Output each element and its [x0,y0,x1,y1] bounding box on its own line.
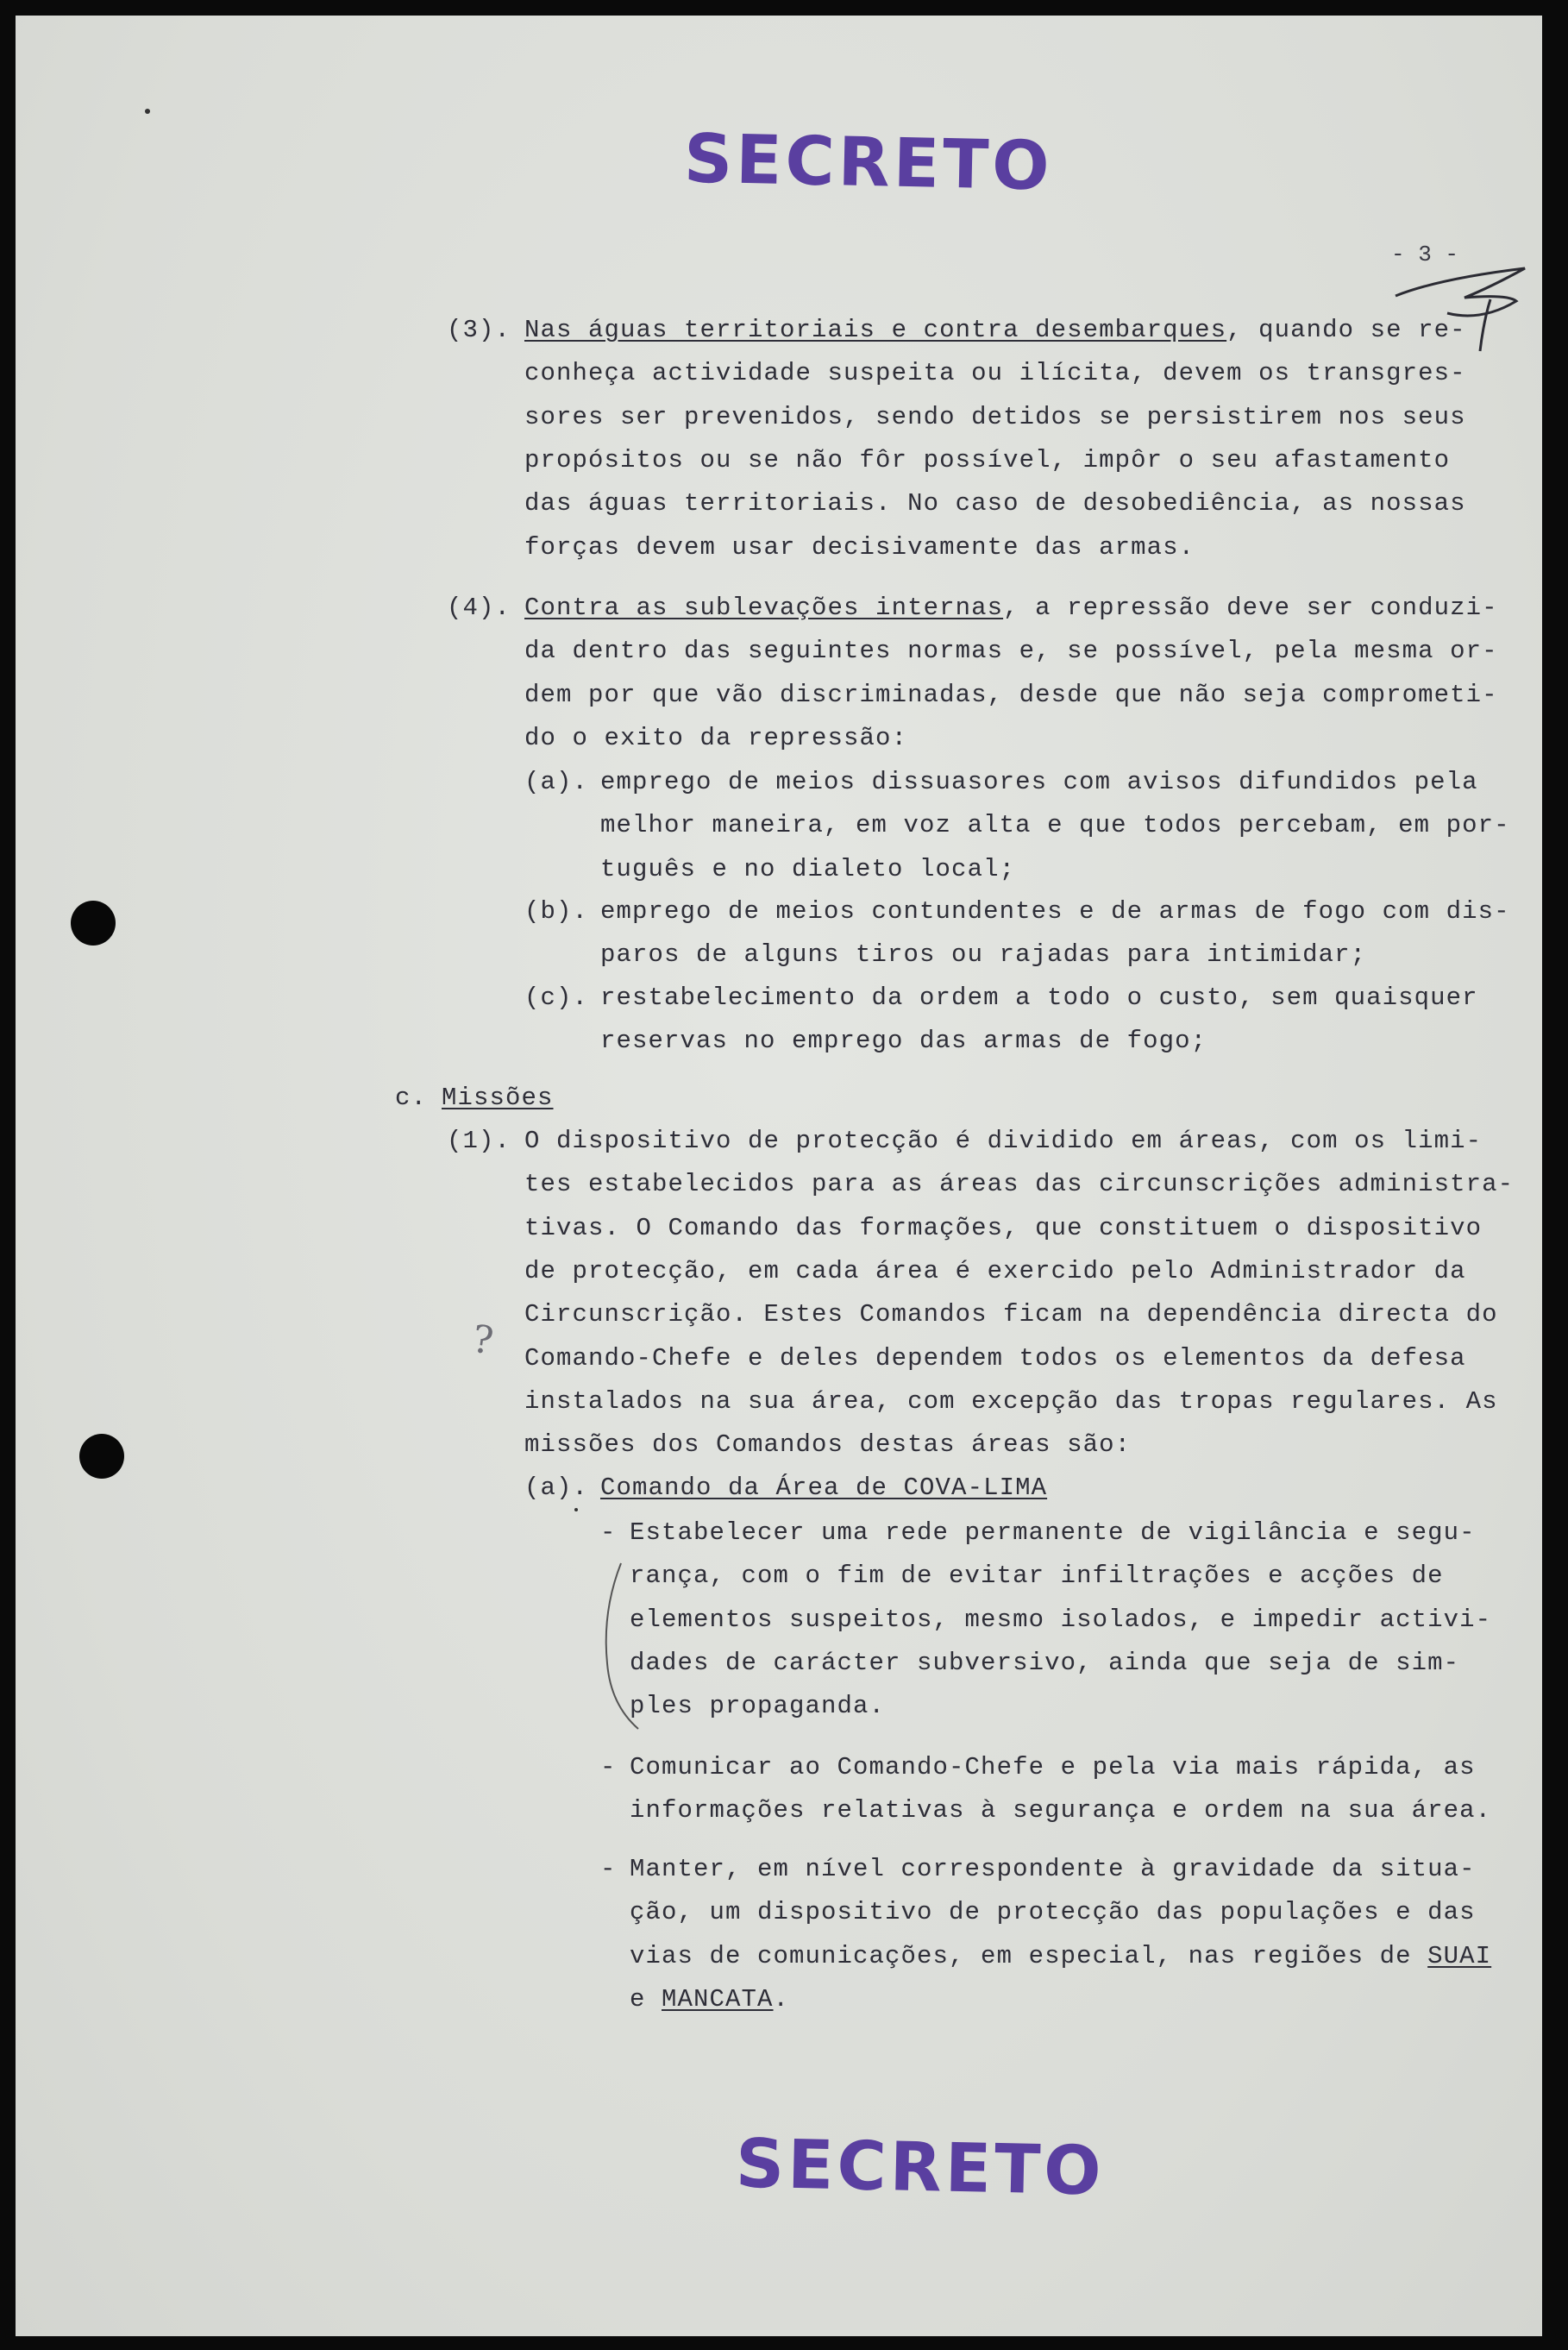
text-segment: Comando-Chefe e deles dependem todos os elementos da defesa [524,1343,1466,1373]
underlined-text: MANCATA [662,1984,774,2014]
item-label: (a). [524,768,589,796]
text-line [630,1605,1491,1635]
document-page [16,16,1542,2336]
text-segment: emprego de meios dissuasores com avisos difundidos pela [600,768,1478,796]
text-segment: e [630,1984,662,2014]
text-line [524,489,1466,518]
text-line [600,855,1015,884]
item-label: - [600,1753,617,1781]
text-line [630,1796,1491,1825]
text-line [630,1855,1476,1884]
secret-stamp-bottom: SECRETO [735,2125,1106,2211]
item-label: (4). [447,594,511,622]
text-line [524,403,1466,432]
text-segment: ção, um dispositivo de protecção das populações e das [630,1898,1476,1927]
text-segment: das águas territoriais. No caso de desobediência, as nossas [524,489,1466,518]
text-segment: . [773,1984,790,2014]
underlined-text: Missões [442,1084,554,1112]
underlined-text: Nas águas territoriais e contra desembarques [524,316,1227,344]
text-segment: rança, com o fim de evitar infiltrações e acções de [630,1561,1444,1591]
text-segment: tivas. O Comando das formações, que constituem o dispositivo [524,1213,1483,1242]
text-line [524,1300,1498,1329]
text-line [442,1084,554,1113]
text-line [524,724,907,753]
text-segment: informações relativas à segurança e ordem na sua área. [630,1796,1492,1825]
text-line [524,1344,1466,1373]
text-segment: reservas no emprego das armas de fogo; [600,1027,1207,1056]
text-line [630,1692,885,1721]
text-line [524,1170,1514,1199]
text-segment: , a repressão deve ser conduzi- [1003,594,1498,622]
text-line [630,1561,1444,1591]
paper-speck [574,1508,578,1511]
underlined-text: Contra as sublevações internas [524,594,1004,622]
text-segment: Circunscrição. Estes Comandos ficam na dependência directa do [524,1300,1498,1329]
text-line [630,1518,1476,1548]
text-line [630,1985,789,2014]
text-line [630,1942,1491,1971]
item-label: - [600,1855,617,1883]
text-line [630,1898,1476,1927]
text-line [600,940,1366,970]
text-segment: do o exito da repressão: [524,723,908,752]
text-line [524,1214,1482,1243]
text-line [600,983,1478,1013]
text-segment: Comunicar ao Comando-Chefe e pela via mais rápida, as [630,1753,1476,1781]
text-segment: emprego de meios contundentes e de armas de fogo com dis- [600,897,1510,926]
text-line [524,316,1466,345]
underlined-text: SUAI [1427,1941,1492,1970]
text-segment: Estabelecer uma rede permanente de vigilância e segu- [630,1518,1476,1547]
text-segment: elementos suspeitos, mesmo isolados, e impedir activi- [630,1605,1492,1634]
text-line [524,359,1466,388]
text-segment: de protecção, em cada área é exercido pelo Administrador da [524,1256,1466,1285]
text-line [600,811,1510,840]
text-segment: Manter, em nível correspondente à gravidade da situa- [630,1855,1476,1883]
underlined-text: Comando da Área de COVA-LIMA [600,1473,1048,1502]
text-segment: vias de comunicações, em especial, nas regiões de [630,1941,1428,1970]
paper-speck [145,109,150,114]
text-line [524,637,1498,666]
item-label: (c). [524,983,589,1012]
text-line [524,594,1498,623]
text-line [524,1257,1466,1286]
secret-stamp-top: SECRETO [683,120,1054,206]
text-line [600,1473,1047,1503]
text-segment: ples propaganda. [630,1692,886,1721]
page-number: - 3 - [1391,242,1459,267]
text-line [524,1127,1482,1156]
item-label: (a). [524,1473,589,1502]
text-line [630,1753,1476,1782]
item-label: c. [395,1084,428,1112]
item-label: - [600,1518,617,1547]
text-line [524,446,1450,475]
text-segment: O dispositivo de protecção é dividido em áreas, com os limi- [524,1127,1483,1155]
text-segment: tuguês e no dialeto local; [600,854,1016,883]
item-label: (1). [447,1127,511,1155]
text-line [524,1387,1498,1417]
text-segment: paros de alguns tiros ou rajadas para intimidar; [600,940,1367,970]
text-segment: , quando se re- [1226,316,1466,344]
text-segment: forças devem usar decisivamente das armas. [524,532,1195,562]
text-line [524,681,1498,710]
item-label: (3). [447,316,511,344]
text-segment: conheça actividade suspeita ou ilícita, devem os transgres- [524,359,1466,388]
punch-hole [71,901,116,946]
text-segment: dades de carácter subversivo, ainda que seja de sim- [630,1648,1460,1677]
text-segment: dem por que vão discriminadas, desde que não seja comprometi- [524,680,1498,709]
text-segment: sores ser prevenidos, sendo detidos se persistirem nos seus [524,402,1466,431]
margin-question-mark: ? [469,1316,497,1364]
text-segment: restabelecimento da ordem a todo o custo, sem quaisquer [600,983,1478,1012]
text-segment: tes estabelecidos para as áreas das circunscrições administra- [524,1170,1515,1199]
text-line [524,1430,1131,1460]
text-line [630,1649,1459,1678]
text-segment: missões dos Comandos destas áreas são: [524,1430,1132,1460]
text-line [600,1027,1207,1056]
text-line [600,768,1478,797]
text-segment: propósitos ou se não fôr possível, impôr o seu afastamento [524,445,1451,474]
item-label: (b). [524,897,589,926]
text-segment: da dentro das seguintes normas e, se possível, pela mesma or- [524,637,1498,666]
text-line [600,897,1510,927]
text-segment: melhor maneira, em voz alta e que todos percebam, em por- [600,811,1510,840]
text-segment: instalados na sua área, com excepção das tropas regulares. As [524,1386,1498,1416]
punch-hole [79,1434,124,1479]
text-line [524,533,1195,562]
